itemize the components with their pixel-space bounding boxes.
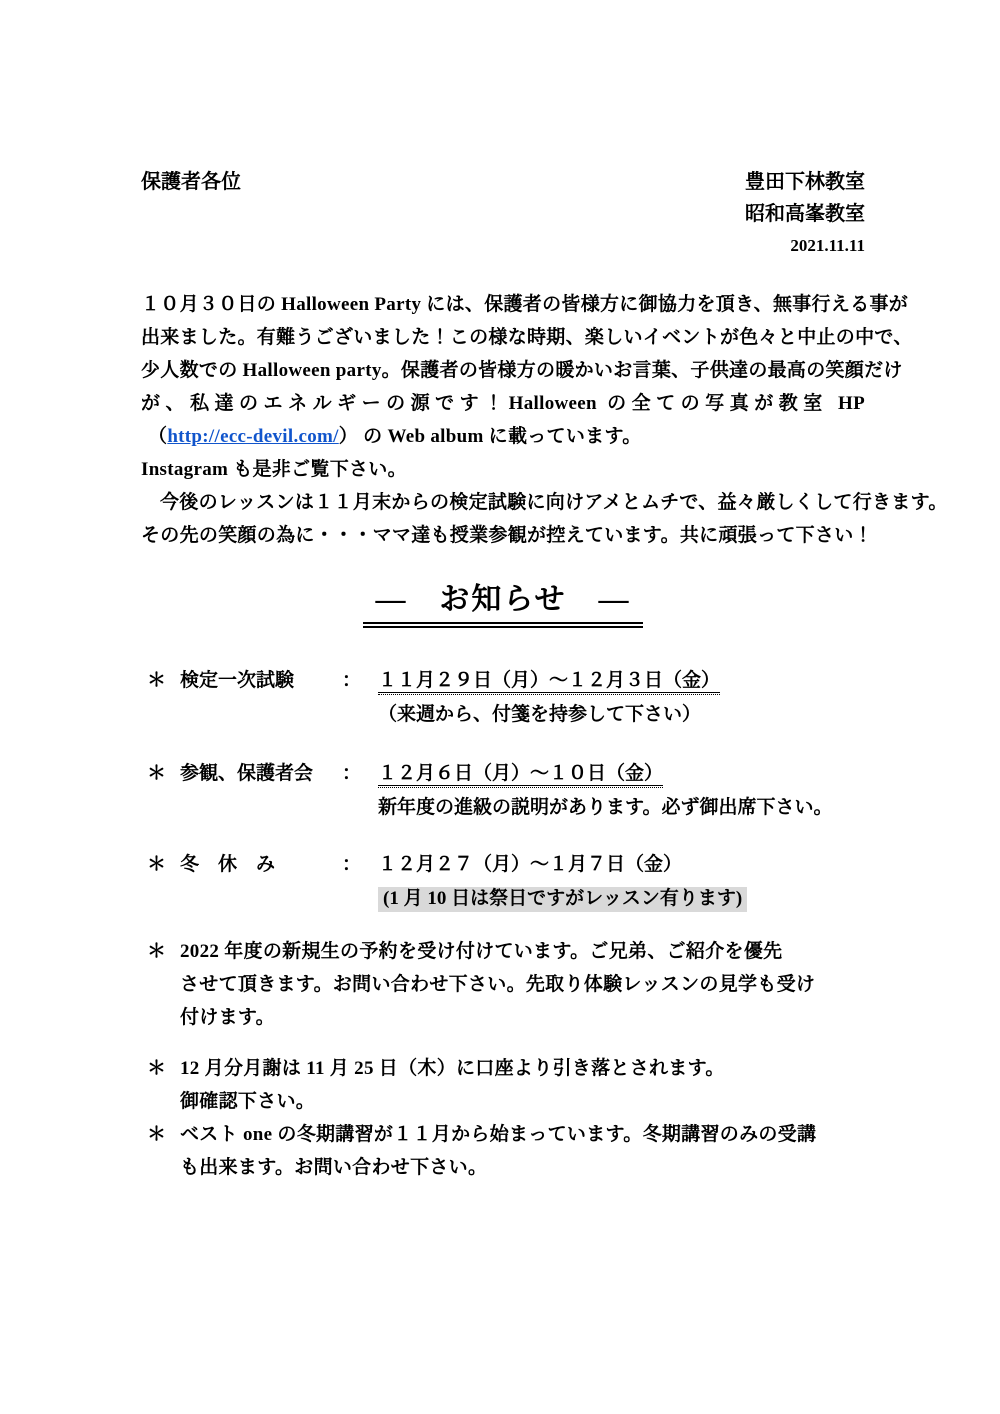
highlighted-text: (1 月 10 日は祭日ですがレッスン有ります) — [378, 887, 747, 912]
notice-list — [141, 664, 865, 1184]
sender-classroom-2: 昭和高峯教室 — [745, 203, 865, 225]
asterisk-bullet: ＊ — [147, 1124, 167, 1145]
paragraph-line: Instagram も是非ご覧下さい。 — [141, 459, 407, 480]
notice-item-date: １２月６日（月）～１０日（金） — [378, 757, 865, 790]
notice-item-winter-course — [141, 1118, 865, 1184]
notice-item-note: 新年度の進級の説明があります。必ず御出席下さい。 — [378, 797, 833, 818]
text-line: 2022 年度の新規生の予約を受け付けています。ご兄弟、ご紹介を優先 — [180, 941, 783, 962]
notice-section — [141, 574, 865, 628]
document-header — [141, 166, 865, 262]
notice-item-row — [141, 757, 865, 790]
notice-item-label: 冬 休 み — [180, 854, 276, 875]
text-line: させて頂きます。お問い合わせ下さい。先取り体験レッスンの見学も受け — [180, 974, 816, 995]
link-open-paren: （ — [148, 426, 168, 447]
notice-item-exam — [141, 664, 865, 731]
asterisk-bullet: ＊ — [147, 670, 167, 691]
website-link[interactable]: http://ecc-devil.com/ — [167, 426, 339, 447]
link-close-text: ） の Web album に載っています。 — [338, 426, 642, 447]
asterisk-bullet: ＊ — [147, 1058, 167, 1079]
paragraph-line: その先の笑顔の為に・・・ママ達も授業参観が控えています。共に頑張って下さい！ — [141, 525, 873, 546]
notice-item-colon: ： — [342, 763, 362, 784]
notice-item-colon: ： — [342, 854, 362, 875]
sender-block — [745, 166, 865, 262]
opening-paragraph — [141, 288, 948, 552]
notice-item-row — [141, 848, 865, 881]
text-line: も出来ます。お問い合わせ下さい。 — [180, 1157, 488, 1178]
asterisk-bullet: ＊ — [147, 941, 167, 962]
notice-item-winter-break — [141, 848, 865, 915]
text-line: 12 月分月謝は 11 月 25 日（木）に口座より引き落とされます。 — [180, 1058, 725, 1079]
document-content — [141, 166, 948, 1184]
notice-item-date: １２月２７（月）～１月７日（金） — [378, 854, 683, 875]
paragraph-line: 少人数での Halloween party。保護者の皆様方の暖かいお言葉、子供達の最高の笑顔だけ — [141, 360, 903, 381]
notice-item-tuition — [141, 1052, 865, 1118]
notice-item-text — [180, 1052, 865, 1118]
notice-item-date: １１月２９日（月）～１２月３日（金） — [378, 664, 865, 697]
sender-classroom-1: 豊田下林教室 — [745, 171, 865, 193]
text-line: ベスト one の冬期講習が１１月から始まっています。冬期講習のみの受講 — [180, 1124, 817, 1145]
notice-item-note-highlighted — [378, 882, 865, 915]
notice-extra-list — [141, 935, 865, 1184]
text-line: 御確認下さい。 — [180, 1091, 316, 1112]
asterisk-bullet: ＊ — [147, 763, 167, 784]
notice-item-label: 参観、保護者会 — [180, 763, 314, 784]
notice-item-row — [141, 664, 865, 697]
notice-item-text — [180, 935, 865, 1034]
notice-heading: ― お知らせ ― — [363, 574, 642, 628]
paragraph-line: 今後のレッスンは１１月末からの検定試験に向けアメとムチで、益々厳しくして行きます。 — [160, 492, 948, 513]
text-line: 付けます。 — [180, 1007, 275, 1028]
paragraph-line: が、私達のエネルギーの源です！Halloween の全ての写真が教室 HP — [141, 393, 865, 414]
document-date: 2021.11.11 — [790, 236, 865, 255]
notice-item-note: （来週から、付箋を持参して下さい） — [378, 704, 702, 725]
notice-item-parents-meeting — [141, 757, 865, 824]
paragraph-line-link — [141, 420, 865, 453]
notice-item-new-students — [141, 935, 865, 1034]
recipient-line: 保護者各位 — [141, 171, 241, 193]
notice-item-colon: ： — [342, 670, 362, 691]
asterisk-bullet: ＊ — [147, 854, 167, 875]
notice-item-label: 検定一次試験 — [180, 670, 295, 691]
notice-item-text — [180, 1118, 865, 1184]
paragraph-line: 出来ました。有難うございました！この様な時期、楽しいイベントが色々と中止の中で、 — [141, 327, 913, 348]
paragraph-line: １０月３０日の Halloween Party には、保護者の皆様方に御協力を頂き、無事行える事が — [141, 294, 909, 315]
